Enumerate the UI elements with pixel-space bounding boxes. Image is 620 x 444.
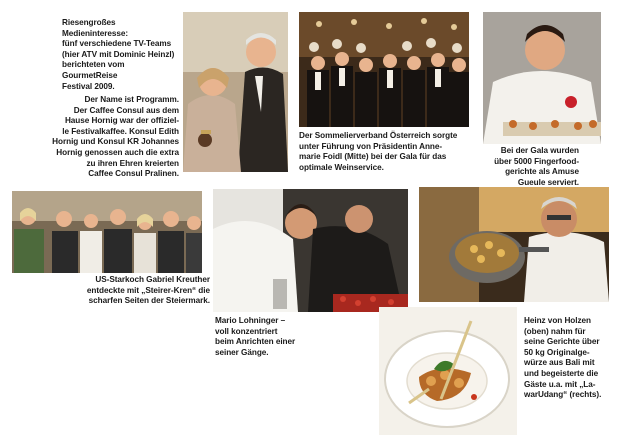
caption-lohninger: Mario Lohninger – voll konzentriert beim Anrichten einer seiner Gänge. xyxy=(215,316,296,357)
photo-holzen-wok xyxy=(419,187,609,302)
caption-media-interest: Riesengroßes Medieninteresse: fünf verschiedene TV-Teams (hier ATV mit Dominic Heinzl) berichteten vom GourmetReise Festival 2009. xyxy=(62,18,175,91)
caption-caffee-consul: Der Name ist Programm. Der Caffee Consul aus dem Hause Hornig war der offiziel- le Festivalkaffee. Konsul Edith Hornig und Konsul KR Johannes Hornig genossen auch die extra zu ihren Ehren kreierten Caffee Consul Pralinen. xyxy=(52,95,179,179)
caption-sommelier: Der Sommelierverband Österreich sorgte unter Führung von Präsidentin Anne- marie Foidl (Mitte) bei der Gala für das optimale Weinservice. xyxy=(299,131,458,172)
caption-holzen: Heinz von Holzen (oben) nahm für seine Gerichte über 50 kg Originalge- würze aus Bali mit und begeisterte die Gäste u.a. mit „La- warUdang“ (rechts). xyxy=(524,316,602,400)
photo-sommelier-team xyxy=(299,12,469,127)
photo-lawar-udang-dish xyxy=(379,307,517,435)
photo-hornig-couple xyxy=(183,12,288,172)
caption-fingerfood: Bei der Gala wurden über 5000 Fingerfood- gerichte als Amuse Gueule serviert. xyxy=(494,146,579,187)
photo-fingerfood-waiter xyxy=(483,12,601,144)
caption-kreuther: US-Starkoch Gabriel Kreuther entdeckte mit „Steirer-Kren“ die scharfen Seiten der Steiermark. xyxy=(86,275,210,306)
photo-kreuther-group xyxy=(12,191,202,273)
photo-lohninger-plating xyxy=(213,189,408,312)
